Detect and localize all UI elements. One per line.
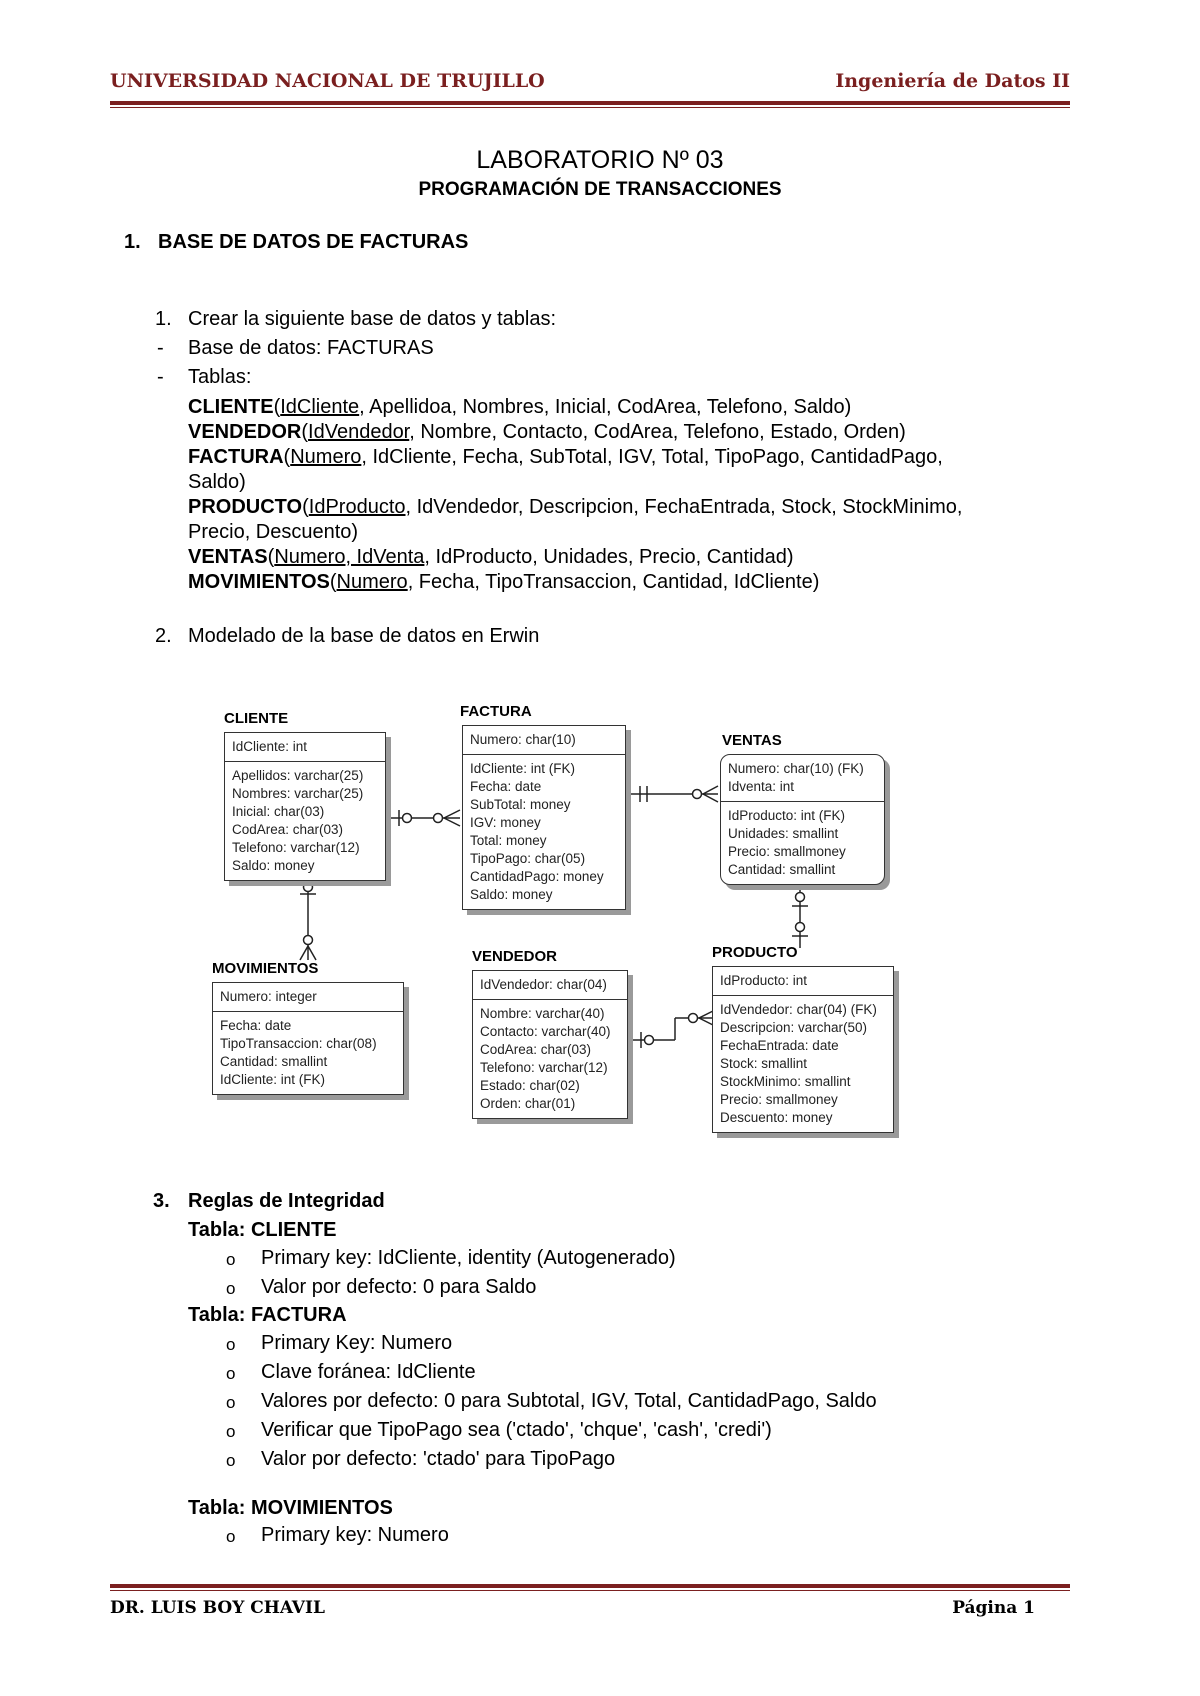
- entity-attribute: Nombre: varchar(40): [480, 1006, 605, 1021]
- step-text: Crear la siguiente base de datos y tablas:: [188, 308, 556, 330]
- table-def-producto: PRODUCTO(IdProducto, IdVendedor, Descripcion, FechaEntrada, Stock, StockMinimo,: [188, 496, 963, 518]
- entity-attribute: StockMinimo: smallint: [720, 1074, 851, 1089]
- entity-attribute: Cantidad: smallint: [728, 862, 836, 877]
- database-label: Base de datos: FACTURAS: [188, 337, 434, 359]
- table-def-cliente: CLIENTE(IdCliente, Apellidoa, Nombres, Inicial, CodArea, Telefono, Saldo): [188, 396, 852, 418]
- page-number: Página 1: [952, 1598, 1035, 1618]
- step-number: 2.: [155, 625, 172, 647]
- entity-attribute: Idventa: int: [728, 779, 795, 794]
- rule-item: Verificar que TipoPago sea ('ctado', 'chque', 'cash', 'credi'): [261, 1419, 772, 1441]
- entity-attribute: IdCliente: int (FK): [220, 1072, 326, 1087]
- footer-author: DR. LUIS BOY CHAVIL: [110, 1598, 325, 1618]
- rule-item: Valor por defecto: 0 para Saldo: [261, 1276, 537, 1298]
- entity-attribute: CantidadPago: money: [470, 869, 604, 884]
- entity-attribute: Telefono: varchar(12): [480, 1060, 608, 1075]
- entity-attribute: CodArea: char(03): [480, 1042, 592, 1057]
- bullet-icon: o: [226, 1279, 236, 1298]
- step-text: Modelado de la base de datos en Erwin: [188, 625, 540, 647]
- entity-cliente: [224, 732, 386, 881]
- entity-attribute: IdCliente: int: [232, 739, 308, 754]
- page-subtitle: PROGRAMACIÓN DE TRANSACCIONES: [418, 179, 782, 200]
- header-course: Ingeniería de Datos II: [835, 70, 1070, 92]
- entity-attribute: IdVendedor: char(04): [480, 977, 607, 992]
- entity-attribute: Telefono: varchar(12): [232, 840, 360, 855]
- entity-attribute: Saldo: money: [470, 887, 553, 902]
- entity-attribute: Fecha: date: [220, 1018, 292, 1033]
- rule-item: Valores por defecto: 0 para Subtotal, IGV, Total, CantidadPago, Saldo: [261, 1390, 877, 1412]
- entity-movimientos: [212, 982, 404, 1095]
- entity-attribute: Precio: smallmoney: [728, 844, 846, 859]
- entity-attribute: IGV: money: [470, 815, 541, 830]
- entity-attribute: Numero: integer: [220, 989, 317, 1004]
- footer-rule-thin: [110, 1590, 1070, 1591]
- bullet-icon: o: [226, 1527, 236, 1546]
- table-def-producto-cont: Precio, Descuento): [188, 521, 359, 543]
- entity-title-vendedor: VENDEDOR: [472, 948, 558, 965]
- page-footer: [110, 1598, 1070, 1622]
- rules-table-heading: Tabla: MOVIMIENTOS: [188, 1497, 393, 1519]
- rule-item: Primary Key: Numero: [261, 1332, 453, 1354]
- entity-vendedor: [472, 970, 628, 1119]
- entity-attribute: Orden: char(01): [480, 1096, 576, 1111]
- table-def-factura: FACTURA(Numero, IdCliente, Fecha, SubTotal, IGV, Total, TipoPago, CantidadPago,: [188, 446, 943, 468]
- rule-item: Primary key: IdCliente, identity (Autogenerado): [261, 1247, 676, 1269]
- entity-attribute: Saldo: money: [232, 858, 315, 873]
- entity-attribute: Descuento: money: [720, 1110, 833, 1125]
- footer-rule: [110, 1584, 1070, 1588]
- section-title: BASE DE DATOS DE FACTURAS: [158, 231, 469, 253]
- table-def-factura-cont: Saldo): [188, 471, 246, 493]
- entity-attribute: Contacto: varchar(40): [480, 1024, 611, 1039]
- bullet-icon: o: [226, 1393, 236, 1412]
- entity-attribute: TipoTransaccion: char(08): [220, 1036, 377, 1051]
- bullet-icon: o: [226, 1422, 236, 1441]
- rules-table-heading: Tabla: CLIENTE: [188, 1219, 337, 1241]
- entity-attribute: Apellidos: varchar(25): [232, 768, 364, 783]
- entity-producto: [712, 966, 894, 1133]
- entity-attribute: IdCliente: int (FK): [470, 761, 576, 776]
- dash: -: [157, 366, 164, 388]
- dash: -: [157, 337, 164, 359]
- entity-attribute: SubTotal: money: [470, 797, 571, 812]
- entity-title-producto: PRODUCTO: [712, 944, 798, 961]
- entity-title-ventas: VENTAS: [722, 732, 782, 749]
- entity-attribute: Nombres: varchar(25): [232, 786, 364, 801]
- entity-attribute: IdProducto: int: [720, 973, 808, 988]
- entity-title-factura: FACTURA: [460, 703, 532, 720]
- step-number: 1.: [155, 308, 172, 330]
- bullet-icon: o: [226, 1335, 236, 1354]
- table-def-ventas: VENTAS(Numero, IdVenta, IdProducto, Unidades, Precio, Cantidad): [188, 546, 794, 568]
- entity-attribute: Stock: smallint: [720, 1056, 808, 1071]
- entity-attribute: FechaEntrada: date: [720, 1038, 839, 1053]
- entity-attribute: Unidades: smallint: [728, 826, 839, 841]
- bullet-icon: o: [226, 1451, 236, 1470]
- entity-attribute: Numero: char(10) (FK): [728, 761, 864, 776]
- entity-attribute: Estado: char(02): [480, 1078, 580, 1093]
- entity-ventas: [720, 754, 885, 885]
- section-number: 1.: [124, 231, 141, 253]
- step-title: Reglas de Integridad: [188, 1190, 385, 1212]
- table-def-movimientos: MOVIMIENTOS(Numero, Fecha, TipoTransaccion, Cantidad, IdCliente): [188, 571, 820, 593]
- entity-attribute: Cantidad: smallint: [220, 1054, 328, 1069]
- table-def-vendedor: VENDEDOR(IdVendedor, Nombre, Contacto, CodArea, Telefono, Estado, Orden): [188, 421, 906, 443]
- rule-item: Clave foránea: IdCliente: [261, 1361, 476, 1383]
- header-rule: [110, 101, 1070, 105]
- bullet-icon: o: [226, 1364, 236, 1383]
- entity-attribute: Numero: char(10): [470, 732, 576, 747]
- entity-attribute: IdProducto: int (FK): [728, 808, 846, 823]
- entity-factura: [462, 725, 626, 910]
- entity-title-cliente: CLIENTE: [224, 710, 289, 727]
- bullet-icon: o: [226, 1250, 236, 1269]
- header-rule-thin: [110, 107, 1070, 108]
- entity-attribute: TipoPago: char(05): [470, 851, 586, 866]
- page-header: [110, 70, 1070, 96]
- entity-attribute: Total: money: [470, 833, 547, 848]
- entity-attribute: CodArea: char(03): [232, 822, 344, 837]
- entity-attribute: Fecha: date: [470, 779, 542, 794]
- tables-label: Tablas:: [188, 366, 252, 388]
- entity-attribute: Inicial: char(03): [232, 804, 325, 819]
- header-university: UNIVERSIDAD NACIONAL DE TRUJILLO: [110, 70, 545, 92]
- entity-title-movimientos: MOVIMIENTOS: [212, 960, 319, 977]
- rule-item: Valor por defecto: 'ctado' para TipoPago: [261, 1448, 616, 1470]
- page-title: LABORATORIO Nº 03: [476, 146, 724, 174]
- rules-table-heading: Tabla: FACTURA: [188, 1304, 347, 1326]
- rule-item: Primary key: Numero: [261, 1524, 449, 1546]
- entity-attribute: IdVendedor: char(04) (FK): [720, 1002, 877, 1017]
- entity-attribute: Descripcion: varchar(50): [720, 1020, 868, 1035]
- entity-attribute: Precio: smallmoney: [720, 1092, 838, 1107]
- step-number: 3.: [153, 1190, 170, 1212]
